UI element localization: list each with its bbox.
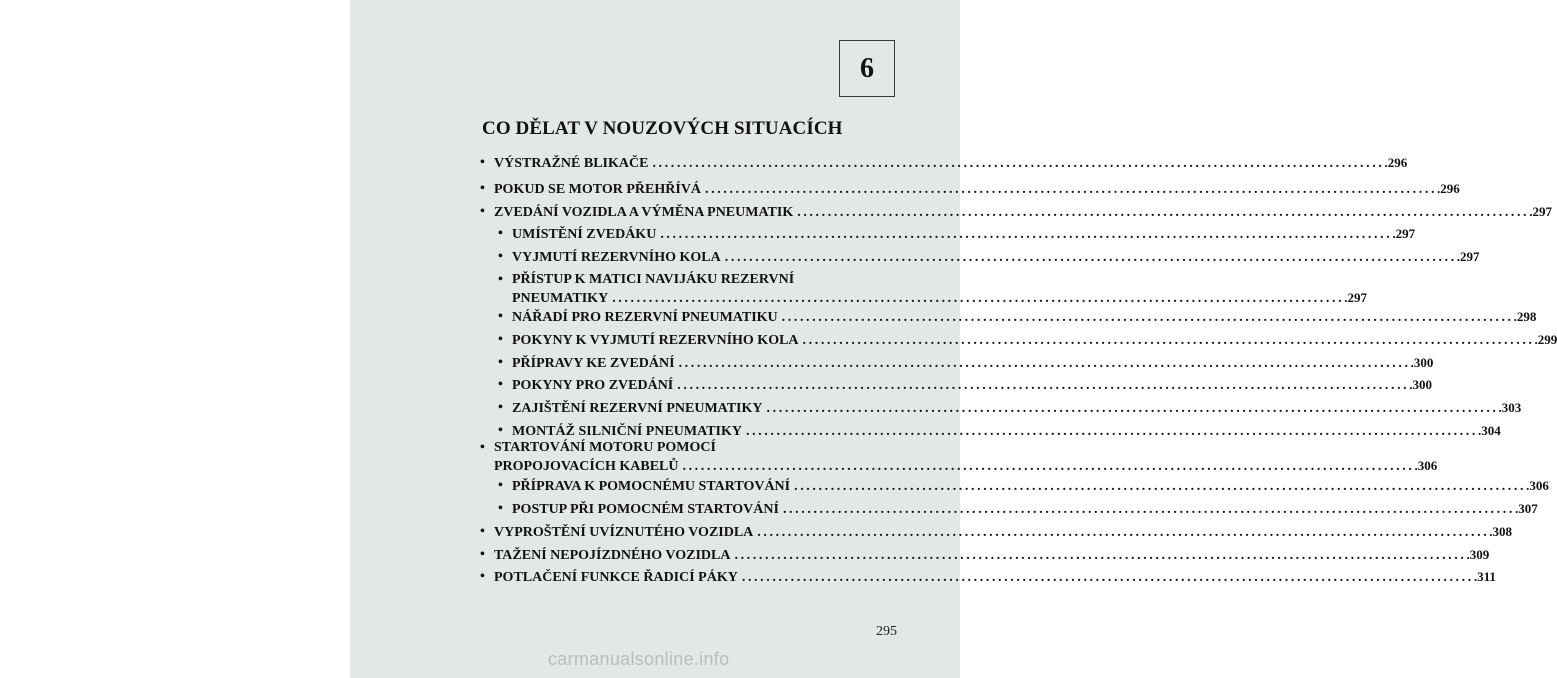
toc-entry[interactable] [480,154,1408,173]
toc-entry-page: .303 [1498,400,1522,415]
bullet-icon: • [498,226,503,241]
dot-leader: ........................................................................................................................ [612,291,1345,306]
toc-entry-page: .311 [1473,569,1496,584]
dot-leader: ........................................................................................................................ [652,156,1385,171]
toc-entry-page: .296 [1437,181,1460,196]
bullet-icon: • [480,204,485,219]
toc-entry[interactable] [480,546,1490,565]
dot-leader: ........................................................................................................................ [782,502,1515,517]
toc-entry-page: .300 [1410,355,1434,370]
toc-entry-title: TAŽENÍ NEPOJÍZDNÉHO VOZIDLA [494,548,731,563]
manual-page [350,0,1557,678]
toc-entry-page: .304 [1477,423,1501,438]
toc-entry-title: MONTÁŽ SILNIČNÍ PNEUMATIKY [512,424,742,439]
toc-entry-title: UMÍSTĚNÍ ZVEDÁKU [512,227,657,242]
toc-entry-page: .297 [1529,204,1552,219]
watermark-text: carmanualsonline.info [548,649,730,669]
toc-entry-page: .307 [1514,501,1538,516]
dot-leader: ........................................................................................................................ [745,424,1478,439]
bullet-icon: • [498,423,503,438]
toc-entry-title: POTLAČENÍ FUNKCE ŘADICÍ PÁKY [494,570,738,585]
bullet-icon: • [480,440,485,455]
bullet-icon: • [498,309,503,324]
bullet-icon: • [498,478,503,493]
toc-entry-page: .297 [1456,249,1480,264]
toc-entry-page: .309 [1466,547,1490,562]
dot-leader: ........................................................................................................................ [781,310,1514,325]
toc-entry[interactable] [498,376,1433,395]
bullet-icon: • [480,524,485,539]
toc-entry[interactable] [498,225,1416,244]
bullet-icon: • [480,569,485,584]
dot-leader: ........................................................................................................................ [734,548,1467,563]
blank-left-area [0,0,350,678]
toc-entry-title: PŘÍPRAVA K POMOCNÉMU STARTOVÁNÍ [512,479,791,494]
dot-leader: ........................................................................................................................ [678,356,1411,371]
toc-entry-title: VÝSTRAŽNÉ BLIKAČE [494,156,649,171]
bullet-icon: • [498,377,503,392]
toc-entry-title: VYPROŠTĚNÍ UVÍZNUTÉHO VOZIDLA [494,525,754,540]
bullet-icon: • [480,181,485,196]
dot-leader: ........................................................................................................................ [724,250,1457,265]
toc-entry-page: .299 [1534,332,1557,347]
toc-entry[interactable] [498,477,1549,496]
toc-entry-page: .306 [1526,478,1549,493]
toc-entry[interactable] [480,568,1496,587]
bullet-icon: • [498,501,503,516]
dot-leader: ........................................................................................................................ [757,525,1490,540]
toc-entry-title: NÁŘADÍ PRO REZERVNÍ PNEUMATIKU [512,310,778,325]
toc-entry-title: ZVEDÁNÍ VOZIDLA A VÝMĚNA PNEUMATIK [494,205,794,220]
toc-entry[interactable] [498,500,1538,519]
toc-entry-title: VYJMUTÍ REZERVNÍHO KOLA [512,250,721,265]
dot-leader: ........................................................................................................................ [794,479,1527,494]
toc-entry-title: PNEUMATIKY [512,291,609,306]
toc-entry-page: .297 [1392,226,1416,241]
dot-leader: ........................................................................................................................ [802,333,1535,348]
toc-entry-title: PŘÍPRAVY KE ZVEDÁNÍ [512,356,675,371]
toc-entry-title: PROPOJOVACÍCH KABELŮ [494,459,679,474]
bullet-icon: • [480,547,485,562]
toc-entry-page: .298 [1513,309,1537,324]
dot-leader: ........................................................................................................................ [797,205,1530,220]
toc-entry-title: POKUD SE MOTOR PŘEHŘÍVÁ [494,182,702,197]
dot-leader: ........................................................................................................................ [766,401,1499,416]
toc-entry[interactable] [498,308,1537,327]
toc-entry[interactable] [498,399,1522,418]
toc-entry[interactable] [498,354,1434,373]
chapter-number-box [839,40,895,97]
bullet-icon: • [498,272,503,287]
dot-leader: ........................................................................................................................ [741,570,1474,585]
toc-entry-page: .308 [1489,524,1513,539]
toc-entry-title-line1: STARTOVÁNÍ MOTORU POMOCÍ [494,440,716,455]
dot-leader: ........................................................................................................................ [682,459,1415,474]
toc-entry[interactable] [498,271,1367,308]
toc-entry-page: .296 [1384,155,1408,170]
dot-leader: ........................................................................................................................ [660,227,1393,242]
dot-leader: ........................................................................................................................ [677,378,1410,393]
toc-entry[interactable] [480,203,1552,222]
page-number: 295 [876,624,897,639]
toc-entry[interactable] [480,439,1438,476]
toc-entry-page: .306 [1414,458,1438,473]
chapter-number: 6 [860,52,874,84]
toc-entry[interactable] [480,180,1460,199]
toc-entry-title-line1: PŘÍSTUP K MATICI NAVIJÁKU REZERVNÍ [512,272,795,287]
toc-entry-title: POKYNY K VYJMUTÍ REZERVNÍHO KOLA [512,333,799,348]
toc-entry-page: .297 [1344,290,1367,305]
toc-entry-title: POSTUP PŘI POMOCNÉM STARTOVÁNÍ [512,502,779,517]
toc-entry[interactable] [480,523,1513,542]
bullet-icon: • [498,400,503,415]
toc-entry[interactable] [498,248,1480,267]
toc-entry-title: ZAJIŠTĚNÍ REZERVNÍ PNEUMATIKY [512,401,763,416]
bullet-icon: • [480,155,485,170]
bullet-icon: • [498,249,503,264]
toc-entry-title: POKYNY PRO ZVEDÁNÍ [512,378,674,393]
toc-entry-page: .300 [1409,377,1433,392]
bullet-icon: • [498,332,503,347]
toc-entry[interactable] [498,331,1557,350]
dot-leader: ........................................................................................................................ [705,182,1438,197]
section-title: CO DĚLAT V NOUZOVÝCH SITUACÍCH [482,118,843,139]
bullet-icon: • [498,355,503,370]
